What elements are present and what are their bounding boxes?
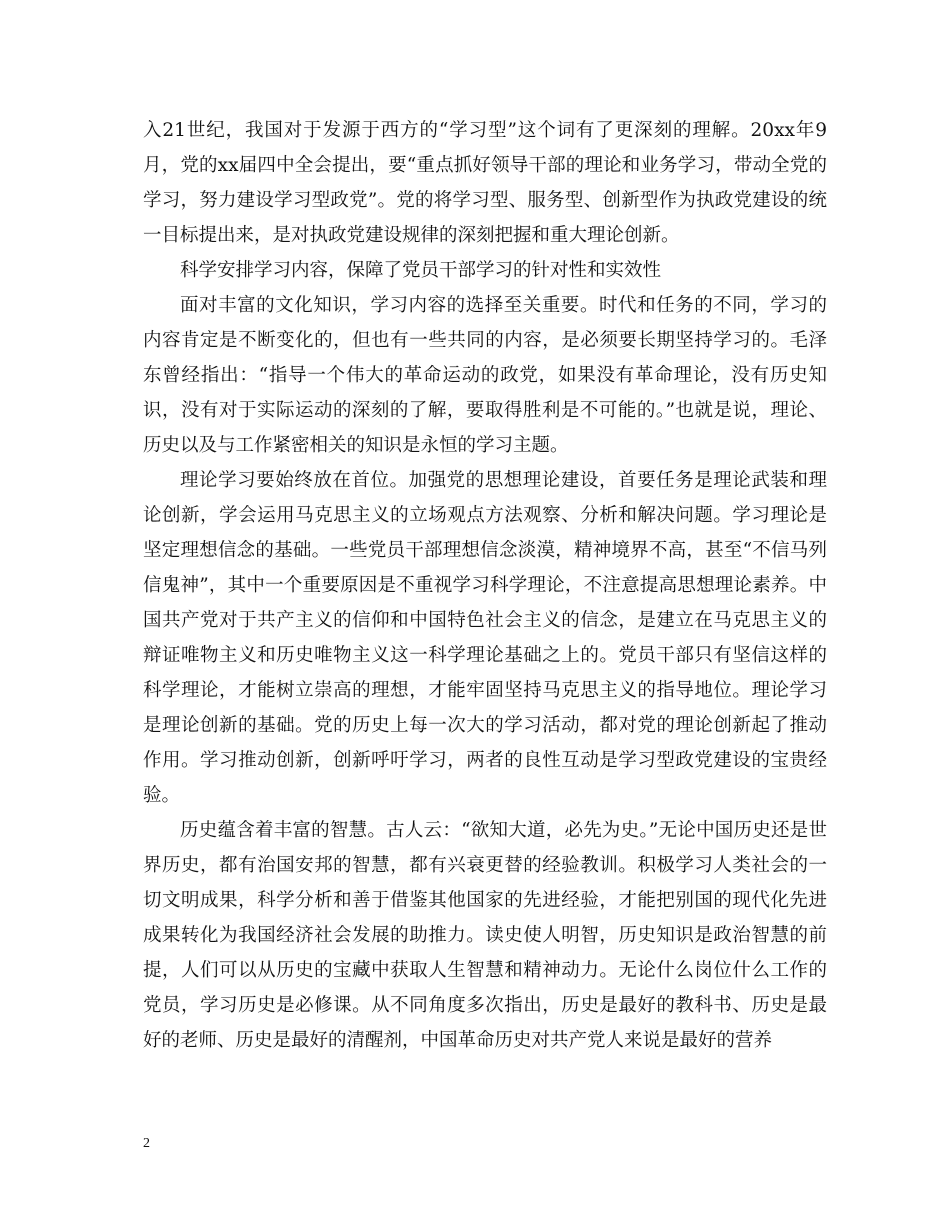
section-heading: 科学安排学习内容，保障了党员干部学习的针对性和实效性 (180, 260, 662, 281)
document-body (143, 113, 827, 1058)
paragraph-3: 面对丰富的文化知识，学习内容的选择至关重要。时代和任务的不同，学习的内容肯定是不断变化的，但也有一些共同的内容，是必须要长期坚持学习的。毛泽东曾经指出：“指导一个伟大的革命运动的政党，如果没有革命理论，没有历史知识，没有对于实际运动的深刻的了解，要取得胜利是不可能的。”也就是说，理论、历史以及与工作紧密相关的知识是永恒的学习主题。 (143, 295, 827, 456)
paragraph-4: 理论学习要始终放在首位。加强党的思想理论建设，首要任务是理论武装和理论创新，学会运用马克思主义的立场观点方法观察、分析和解决问题。学习理论是坚定理想信念的基础。一些党员干部理想信念淡漠，精神境界不高，甚至“不信马列信鬼神”，其中一个重要原因是不重视学习科学理论，不注意提高思想理论素养。中国共产党对于共产主义的信仰和中国特色社会主义的信念，是建立在马克思主义的辩证唯物主义和历史唯物主义这一科学理论基础之上的。党员干部只有坚信这样的科学理论，才能树立崇高的理想，才能牢固坚持马克思主义的指导地位。理论学习是理论创新的基础。党的历史上每一次大的学习活动，都对党的理论创新起了推动作用。学习推动创新，创新呼吁学习，两者的良性互动是学习型政党建设的宝贵经验。 (143, 470, 827, 806)
page-number: 2 (143, 1136, 150, 1151)
paragraph-1: 入21世纪，我国对于发源于西方的“学习型”这个词有了更深刻的理解。20xx年9月，党的xx届四中全会提出，要“重点抓好领导干部的理论和业务学习，带动全党的学习，努力建设学习型政党”。党的将学习型、服务型、创新型作为执政党建设的统一目标提出来，是对执政党建设规律的深刻把握和重大理论创新。 (143, 120, 827, 246)
paragraph-5: 历史蕴含着丰富的智慧。古人云：“欲知大道，必先为史。”无论中国历史还是世界历史，都有治国安邦的智慧，都有兴衰更替的经验教训。积极学习人类社会的一切文明成果，科学分析和善于借鉴其他国家的先进经验，才能把别国的现代化先进成果转化为我国经济社会发展的助推力。读史使人明智，历史知识是政治智慧的前提，人们可以从历史的宝藏中获取人生智慧和精神动力。无论什么岗位什么工作的党员，学习历史是必修课。从不同角度多次指出，历史是最好的教科书、历史是最好的老师、历史是最好的清醒剂，中国革命历史对共产党人来说是最好的营养 (143, 820, 827, 1051)
